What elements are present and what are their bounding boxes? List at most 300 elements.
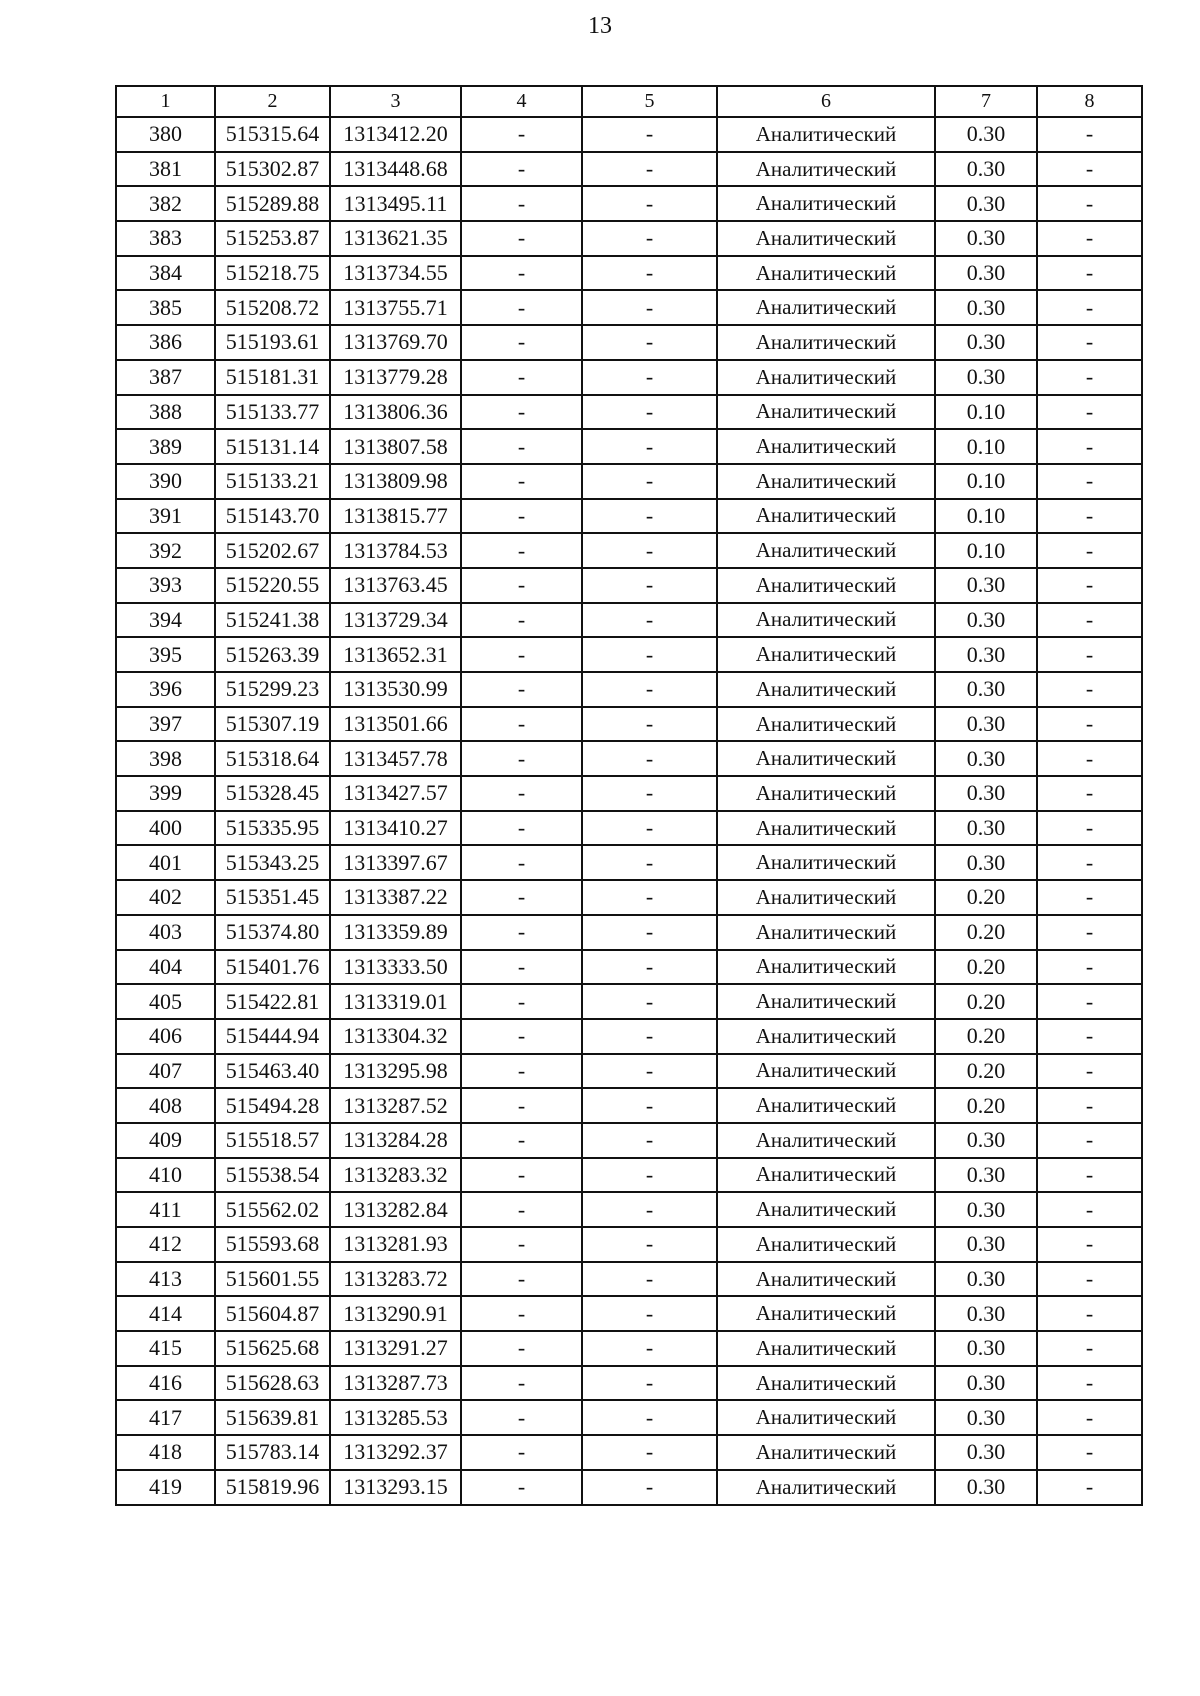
cell-column-5: - xyxy=(582,152,717,187)
table-row xyxy=(116,915,1142,950)
cell-accuracy: 0.30 xyxy=(935,568,1037,603)
cell-method: Аналитический xyxy=(717,811,935,846)
cell-method: Аналитический xyxy=(717,1123,935,1158)
cell-column-5: - xyxy=(582,1054,717,1089)
cell-column-8: - xyxy=(1037,1470,1142,1505)
cell-accuracy: 0.30 xyxy=(935,811,1037,846)
cell-point-number: 397 xyxy=(116,707,215,742)
cell-method: Аналитический xyxy=(717,880,935,915)
cell-x-coordinate: 515639.81 xyxy=(215,1400,330,1435)
cell-x-coordinate: 515628.63 xyxy=(215,1366,330,1401)
table-row xyxy=(116,672,1142,707)
cell-column-5: - xyxy=(582,464,717,499)
cell-column-5: - xyxy=(582,1296,717,1331)
table-row xyxy=(116,186,1142,221)
cell-column-8: - xyxy=(1037,1366,1142,1401)
table-row xyxy=(116,1088,1142,1123)
column-header-1: 1 xyxy=(116,86,215,117)
cell-y-coordinate: 1313457.78 xyxy=(330,741,461,776)
cell-point-number: 400 xyxy=(116,811,215,846)
table-header-row xyxy=(116,86,1142,117)
cell-column-8: - xyxy=(1037,811,1142,846)
cell-column-8: - xyxy=(1037,1123,1142,1158)
cell-point-number: 403 xyxy=(116,915,215,950)
cell-column-4: - xyxy=(461,1158,582,1193)
cell-column-4: - xyxy=(461,1192,582,1227)
cell-accuracy: 0.30 xyxy=(935,1331,1037,1366)
table-row xyxy=(116,1227,1142,1262)
cell-column-5: - xyxy=(582,1158,717,1193)
table-row xyxy=(116,950,1142,985)
cell-x-coordinate: 515601.55 xyxy=(215,1262,330,1297)
cell-method: Аналитический xyxy=(717,950,935,985)
cell-column-8: - xyxy=(1037,395,1142,430)
table-row xyxy=(116,117,1142,152)
cell-accuracy: 0.30 xyxy=(935,1366,1037,1401)
cell-point-number: 396 xyxy=(116,672,215,707)
cell-accuracy: 0.30 xyxy=(935,1470,1037,1505)
cell-column-5: - xyxy=(582,1227,717,1262)
cell-column-4: - xyxy=(461,1019,582,1054)
cell-method: Аналитический xyxy=(717,1262,935,1297)
cell-point-number: 406 xyxy=(116,1019,215,1054)
cell-x-coordinate: 515463.40 xyxy=(215,1054,330,1089)
cell-y-coordinate: 1313412.20 xyxy=(330,117,461,152)
cell-x-coordinate: 515208.72 xyxy=(215,290,330,325)
cell-point-number: 389 xyxy=(116,429,215,464)
cell-column-4: - xyxy=(461,395,582,430)
cell-column-5: - xyxy=(582,1123,717,1158)
table-row xyxy=(116,499,1142,534)
cell-column-8: - xyxy=(1037,950,1142,985)
cell-column-4: - xyxy=(461,672,582,707)
cell-column-8: - xyxy=(1037,1192,1142,1227)
cell-y-coordinate: 1313290.91 xyxy=(330,1296,461,1331)
cell-accuracy: 0.30 xyxy=(935,117,1037,152)
cell-method: Аналитический xyxy=(717,1435,935,1470)
cell-point-number: 385 xyxy=(116,290,215,325)
table-row xyxy=(116,1435,1142,1470)
cell-method: Аналитический xyxy=(717,499,935,534)
table-row xyxy=(116,395,1142,430)
cell-column-5: - xyxy=(582,741,717,776)
table-row xyxy=(116,637,1142,672)
cell-accuracy: 0.30 xyxy=(935,290,1037,325)
cell-point-number: 407 xyxy=(116,1054,215,1089)
table-row xyxy=(116,568,1142,603)
cell-column-8: - xyxy=(1037,603,1142,638)
table-row xyxy=(116,1192,1142,1227)
cell-column-5: - xyxy=(582,1470,717,1505)
cell-column-8: - xyxy=(1037,1088,1142,1123)
cell-column-4: - xyxy=(461,1227,582,1262)
cell-method: Аналитический xyxy=(717,637,935,672)
table-row xyxy=(116,1470,1142,1505)
cell-method: Аналитический xyxy=(717,915,935,950)
cell-column-8: - xyxy=(1037,672,1142,707)
cell-accuracy: 0.10 xyxy=(935,395,1037,430)
cell-column-5: - xyxy=(582,637,717,672)
cell-x-coordinate: 515202.67 xyxy=(215,533,330,568)
cell-column-4: - xyxy=(461,1400,582,1435)
cell-column-8: - xyxy=(1037,499,1142,534)
cell-x-coordinate: 515181.31 xyxy=(215,360,330,395)
cell-y-coordinate: 1313806.36 xyxy=(330,395,461,430)
cell-column-8: - xyxy=(1037,880,1142,915)
cell-column-4: - xyxy=(461,1435,582,1470)
cell-column-4: - xyxy=(461,186,582,221)
cell-method: Аналитический xyxy=(717,1088,935,1123)
cell-method: Аналитический xyxy=(717,1366,935,1401)
cell-accuracy: 0.30 xyxy=(935,1227,1037,1262)
cell-column-5: - xyxy=(582,845,717,880)
cell-method: Аналитический xyxy=(717,221,935,256)
cell-column-8: - xyxy=(1037,1054,1142,1089)
cell-y-coordinate: 1313304.32 xyxy=(330,1019,461,1054)
cell-point-number: 411 xyxy=(116,1192,215,1227)
table-row xyxy=(116,1262,1142,1297)
cell-point-number: 388 xyxy=(116,395,215,430)
cell-point-number: 392 xyxy=(116,533,215,568)
cell-column-4: - xyxy=(461,1123,582,1158)
cell-x-coordinate: 515335.95 xyxy=(215,811,330,846)
cell-x-coordinate: 515220.55 xyxy=(215,568,330,603)
table-row xyxy=(116,811,1142,846)
cell-column-4: - xyxy=(461,1262,582,1297)
table-row xyxy=(116,533,1142,568)
cell-point-number: 417 xyxy=(116,1400,215,1435)
cell-x-coordinate: 515241.38 xyxy=(215,603,330,638)
cell-method: Аналитический xyxy=(717,1331,935,1366)
cell-column-4: - xyxy=(461,741,582,776)
cell-y-coordinate: 1313815.77 xyxy=(330,499,461,534)
cell-accuracy: 0.30 xyxy=(935,845,1037,880)
cell-x-coordinate: 515218.75 xyxy=(215,256,330,291)
cell-point-number: 412 xyxy=(116,1227,215,1262)
cell-column-8: - xyxy=(1037,707,1142,742)
cell-column-8: - xyxy=(1037,915,1142,950)
cell-x-coordinate: 515422.81 xyxy=(215,984,330,1019)
cell-accuracy: 0.30 xyxy=(935,1158,1037,1193)
cell-y-coordinate: 1313652.31 xyxy=(330,637,461,672)
cell-y-coordinate: 1313333.50 xyxy=(330,950,461,985)
cell-accuracy: 0.20 xyxy=(935,950,1037,985)
column-header-6: 6 xyxy=(717,86,935,117)
cell-column-4: - xyxy=(461,811,582,846)
table-row xyxy=(116,1366,1142,1401)
cell-point-number: 408 xyxy=(116,1088,215,1123)
cell-y-coordinate: 1313282.84 xyxy=(330,1192,461,1227)
cell-column-8: - xyxy=(1037,1262,1142,1297)
cell-x-coordinate: 515444.94 xyxy=(215,1019,330,1054)
cell-accuracy: 0.30 xyxy=(935,1296,1037,1331)
cell-column-8: - xyxy=(1037,290,1142,325)
column-header-5: 5 xyxy=(582,86,717,117)
cell-column-4: - xyxy=(461,117,582,152)
cell-point-number: 419 xyxy=(116,1470,215,1505)
cell-x-coordinate: 515307.19 xyxy=(215,707,330,742)
cell-y-coordinate: 1313387.22 xyxy=(330,880,461,915)
cell-accuracy: 0.20 xyxy=(935,1019,1037,1054)
cell-y-coordinate: 1313530.99 xyxy=(330,672,461,707)
cell-column-8: - xyxy=(1037,429,1142,464)
cell-x-coordinate: 515562.02 xyxy=(215,1192,330,1227)
cell-column-5: - xyxy=(582,1088,717,1123)
cell-column-8: - xyxy=(1037,221,1142,256)
cell-column-4: - xyxy=(461,256,582,291)
cell-column-4: - xyxy=(461,533,582,568)
cell-column-4: - xyxy=(461,637,582,672)
cell-accuracy: 0.30 xyxy=(935,221,1037,256)
cell-y-coordinate: 1313283.72 xyxy=(330,1262,461,1297)
table-row xyxy=(116,464,1142,499)
cell-accuracy: 0.30 xyxy=(935,1123,1037,1158)
table-row xyxy=(116,1331,1142,1366)
cell-column-5: - xyxy=(582,1331,717,1366)
cell-point-number: 414 xyxy=(116,1296,215,1331)
cell-accuracy: 0.30 xyxy=(935,325,1037,360)
cell-accuracy: 0.20 xyxy=(935,915,1037,950)
table-row xyxy=(116,360,1142,395)
cell-y-coordinate: 1313281.93 xyxy=(330,1227,461,1262)
cell-y-coordinate: 1313784.53 xyxy=(330,533,461,568)
cell-column-4: - xyxy=(461,1054,582,1089)
table-row xyxy=(116,256,1142,291)
cell-y-coordinate: 1313397.67 xyxy=(330,845,461,880)
cell-column-4: - xyxy=(461,221,582,256)
cell-x-coordinate: 515328.45 xyxy=(215,776,330,811)
column-header-3: 3 xyxy=(330,86,461,117)
cell-accuracy: 0.30 xyxy=(935,672,1037,707)
cell-accuracy: 0.30 xyxy=(935,603,1037,638)
cell-x-coordinate: 515193.61 xyxy=(215,325,330,360)
cell-column-8: - xyxy=(1037,1296,1142,1331)
cell-column-4: - xyxy=(461,360,582,395)
cell-point-number: 380 xyxy=(116,117,215,152)
cell-accuracy: 0.20 xyxy=(935,1088,1037,1123)
cell-column-5: - xyxy=(582,811,717,846)
cell-column-8: - xyxy=(1037,984,1142,1019)
table-row xyxy=(116,221,1142,256)
cell-x-coordinate: 515351.45 xyxy=(215,880,330,915)
cell-y-coordinate: 1313292.37 xyxy=(330,1435,461,1470)
cell-column-8: - xyxy=(1037,637,1142,672)
cell-method: Аналитический xyxy=(717,325,935,360)
cell-method: Аналитический xyxy=(717,186,935,221)
cell-column-5: - xyxy=(582,950,717,985)
cell-method: Аналитический xyxy=(717,1158,935,1193)
cell-point-number: 393 xyxy=(116,568,215,603)
cell-column-8: - xyxy=(1037,464,1142,499)
cell-column-4: - xyxy=(461,464,582,499)
cell-column-8: - xyxy=(1037,1331,1142,1366)
cell-column-4: - xyxy=(461,1470,582,1505)
cell-column-4: - xyxy=(461,1331,582,1366)
cell-y-coordinate: 1313495.11 xyxy=(330,186,461,221)
table-row xyxy=(116,429,1142,464)
cell-column-8: - xyxy=(1037,568,1142,603)
cell-point-number: 404 xyxy=(116,950,215,985)
cell-x-coordinate: 515299.23 xyxy=(215,672,330,707)
cell-method: Аналитический xyxy=(717,117,935,152)
cell-point-number: 416 xyxy=(116,1366,215,1401)
cell-y-coordinate: 1313734.55 xyxy=(330,256,461,291)
cell-column-4: - xyxy=(461,880,582,915)
cell-x-coordinate: 515494.28 xyxy=(215,1088,330,1123)
cell-column-5: - xyxy=(582,221,717,256)
cell-accuracy: 0.30 xyxy=(935,1435,1037,1470)
cell-column-4: - xyxy=(461,845,582,880)
cell-column-5: - xyxy=(582,117,717,152)
table-row xyxy=(116,1123,1142,1158)
cell-x-coordinate: 515318.64 xyxy=(215,741,330,776)
cell-point-number: 398 xyxy=(116,741,215,776)
cell-point-number: 395 xyxy=(116,637,215,672)
cell-x-coordinate: 515819.96 xyxy=(215,1470,330,1505)
cell-column-5: - xyxy=(582,429,717,464)
cell-point-number: 413 xyxy=(116,1262,215,1297)
cell-x-coordinate: 515289.88 xyxy=(215,186,330,221)
table-row xyxy=(116,845,1142,880)
cell-method: Аналитический xyxy=(717,776,935,811)
cell-x-coordinate: 515143.70 xyxy=(215,499,330,534)
cell-y-coordinate: 1313283.32 xyxy=(330,1158,461,1193)
cell-column-4: - xyxy=(461,603,582,638)
cell-column-5: - xyxy=(582,1019,717,1054)
cell-column-5: - xyxy=(582,603,717,638)
cell-column-5: - xyxy=(582,395,717,430)
table-row xyxy=(116,1054,1142,1089)
cell-column-4: - xyxy=(461,776,582,811)
cell-column-8: - xyxy=(1037,776,1142,811)
cell-method: Аналитический xyxy=(717,1296,935,1331)
cell-accuracy: 0.30 xyxy=(935,186,1037,221)
cell-accuracy: 0.30 xyxy=(935,776,1037,811)
cell-x-coordinate: 515783.14 xyxy=(215,1435,330,1470)
cell-column-5: - xyxy=(582,776,717,811)
cell-column-8: - xyxy=(1037,845,1142,880)
cell-accuracy: 0.30 xyxy=(935,360,1037,395)
cell-accuracy: 0.30 xyxy=(935,637,1037,672)
cell-method: Аналитический xyxy=(717,395,935,430)
cell-method: Аналитический xyxy=(717,845,935,880)
cell-method: Аналитический xyxy=(717,672,935,707)
cell-column-5: - xyxy=(582,880,717,915)
cell-y-coordinate: 1313621.35 xyxy=(330,221,461,256)
cell-column-8: - xyxy=(1037,533,1142,568)
cell-point-number: 405 xyxy=(116,984,215,1019)
cell-y-coordinate: 1313287.52 xyxy=(330,1088,461,1123)
cell-method: Аналитический xyxy=(717,1054,935,1089)
table-row xyxy=(116,1296,1142,1331)
cell-point-number: 390 xyxy=(116,464,215,499)
cell-y-coordinate: 1313359.89 xyxy=(330,915,461,950)
table-row xyxy=(116,1400,1142,1435)
cell-column-4: - xyxy=(461,152,582,187)
cell-point-number: 409 xyxy=(116,1123,215,1158)
cell-column-5: - xyxy=(582,1192,717,1227)
cell-y-coordinate: 1313410.27 xyxy=(330,811,461,846)
cell-column-8: - xyxy=(1037,152,1142,187)
cell-column-5: - xyxy=(582,1366,717,1401)
cell-column-4: - xyxy=(461,325,582,360)
table-row xyxy=(116,984,1142,1019)
cell-method: Аналитический xyxy=(717,464,935,499)
cell-point-number: 418 xyxy=(116,1435,215,1470)
cell-point-number: 387 xyxy=(116,360,215,395)
cell-column-8: - xyxy=(1037,117,1142,152)
cell-accuracy: 0.10 xyxy=(935,429,1037,464)
cell-x-coordinate: 515625.68 xyxy=(215,1331,330,1366)
cell-method: Аналитический xyxy=(717,1227,935,1262)
cell-point-number: 410 xyxy=(116,1158,215,1193)
cell-column-4: - xyxy=(461,499,582,534)
cell-y-coordinate: 1313501.66 xyxy=(330,707,461,742)
cell-x-coordinate: 515315.64 xyxy=(215,117,330,152)
cell-column-8: - xyxy=(1037,325,1142,360)
cell-method: Аналитический xyxy=(717,707,935,742)
cell-column-4: - xyxy=(461,707,582,742)
cell-column-8: - xyxy=(1037,741,1142,776)
cell-column-5: - xyxy=(582,672,717,707)
cell-column-5: - xyxy=(582,499,717,534)
cell-method: Аналитический xyxy=(717,1470,935,1505)
cell-point-number: 383 xyxy=(116,221,215,256)
cell-column-5: - xyxy=(582,256,717,291)
cell-accuracy: 0.30 xyxy=(935,256,1037,291)
cell-accuracy: 0.20 xyxy=(935,984,1037,1019)
cell-method: Аналитический xyxy=(717,984,935,1019)
cell-accuracy: 0.30 xyxy=(935,1192,1037,1227)
cell-x-coordinate: 515401.76 xyxy=(215,950,330,985)
cell-column-8: - xyxy=(1037,1435,1142,1470)
cell-column-5: - xyxy=(582,1435,717,1470)
cell-y-coordinate: 1313285.53 xyxy=(330,1400,461,1435)
cell-column-4: - xyxy=(461,1366,582,1401)
cell-accuracy: 0.30 xyxy=(935,741,1037,776)
table-row xyxy=(116,290,1142,325)
cell-y-coordinate: 1313291.27 xyxy=(330,1331,461,1366)
cell-column-5: - xyxy=(582,325,717,360)
table-row xyxy=(116,880,1142,915)
cell-x-coordinate: 515253.87 xyxy=(215,221,330,256)
cell-column-8: - xyxy=(1037,1227,1142,1262)
table-row xyxy=(116,776,1142,811)
cell-y-coordinate: 1313755.71 xyxy=(330,290,461,325)
cell-y-coordinate: 1313769.70 xyxy=(330,325,461,360)
cell-column-5: - xyxy=(582,984,717,1019)
cell-method: Аналитический xyxy=(717,741,935,776)
cell-column-8: - xyxy=(1037,360,1142,395)
cell-y-coordinate: 1313809.98 xyxy=(330,464,461,499)
cell-point-number: 384 xyxy=(116,256,215,291)
cell-x-coordinate: 515343.25 xyxy=(215,845,330,880)
cell-x-coordinate: 515133.77 xyxy=(215,395,330,430)
cell-y-coordinate: 1313763.45 xyxy=(330,568,461,603)
cell-column-5: - xyxy=(582,915,717,950)
cell-x-coordinate: 515131.14 xyxy=(215,429,330,464)
cell-y-coordinate: 1313293.15 xyxy=(330,1470,461,1505)
cell-accuracy: 0.20 xyxy=(935,880,1037,915)
column-header-8: 8 xyxy=(1037,86,1142,117)
cell-accuracy: 0.10 xyxy=(935,533,1037,568)
cell-x-coordinate: 515593.68 xyxy=(215,1227,330,1262)
cell-method: Аналитический xyxy=(717,152,935,187)
cell-accuracy: 0.30 xyxy=(935,1400,1037,1435)
cell-column-4: - xyxy=(461,950,582,985)
cell-point-number: 401 xyxy=(116,845,215,880)
cell-method: Аналитический xyxy=(717,568,935,603)
